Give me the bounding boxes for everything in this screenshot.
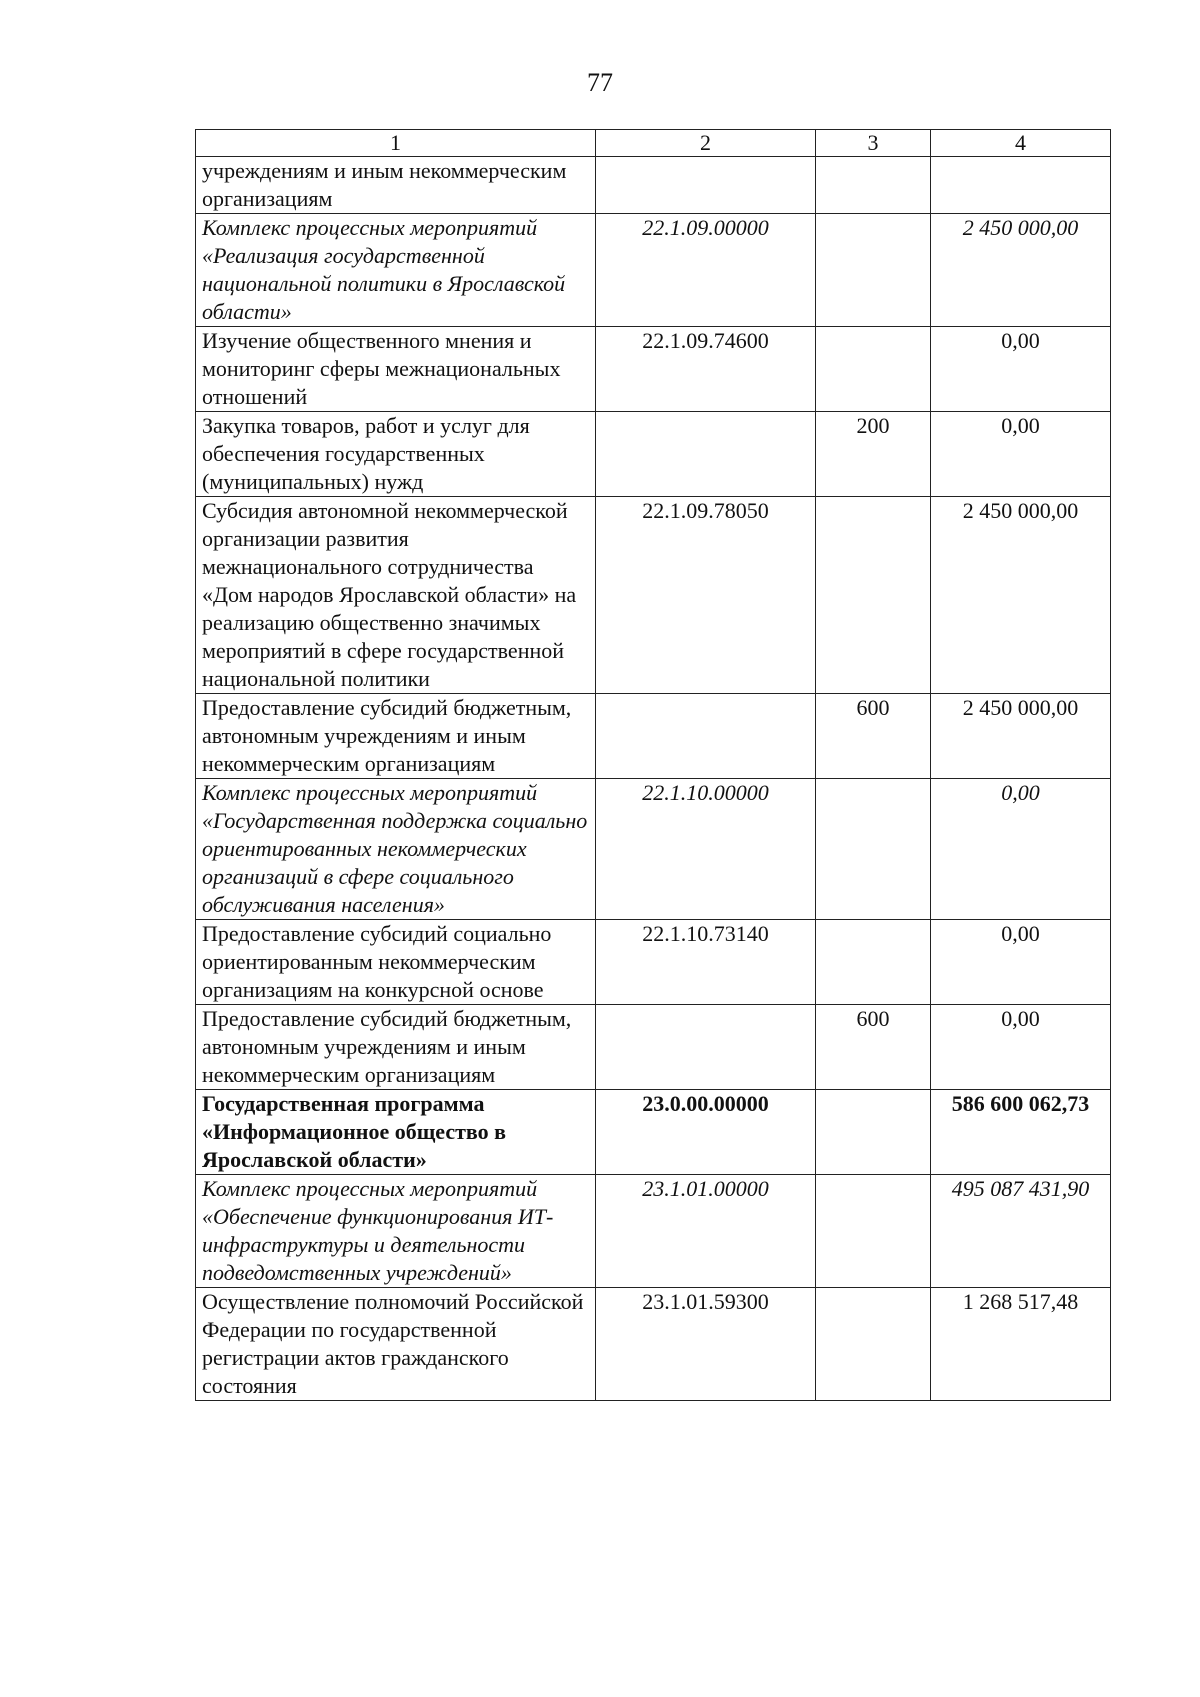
item-code-cell [596,157,816,214]
item-name-cell: учреждениям и иным некоммерческим организациям [196,157,596,214]
table-row [196,1288,1111,1401]
item-name-cell: Осуществление полномочий Российской Федерации по государственной регистрации актов гражданского состояния [196,1288,596,1401]
table-row [196,779,1111,920]
budget-table-body [196,130,1111,1401]
expense-type-cell [816,1288,931,1401]
amount-cell: 586 600 062,73 [931,1090,1111,1175]
amount-cell: 1 268 517,48 [931,1288,1111,1401]
header-cell-2: 2 [596,130,816,157]
item-code-cell: 23.1.01.59300 [596,1288,816,1401]
amount-cell: 0,00 [931,920,1111,1005]
item-code-cell: 23.0.00.00000 [596,1090,816,1175]
item-name-cell: Комплекс процессных мероприятий «Государственная поддержка социально ориентированных некоммерческих организаций в сфере социального обслуживания населения» [196,779,596,920]
item-name-cell: Государственная программа «Информационное общество в Ярославской области» [196,1090,596,1175]
table-row [196,412,1111,497]
amount-cell: 0,00 [931,1005,1111,1090]
expense-type-cell [816,1090,931,1175]
item-code-cell [596,412,816,497]
item-name-cell: Субсидия автономной некоммерческой организации развития межнационального сотрудничества «Дом народов Ярославской области» на реализацию общественно значимых мероприятий в сфере государственной национальной политики [196,497,596,694]
item-code-cell: 22.1.09.74600 [596,327,816,412]
expense-type-cell [816,1175,931,1288]
item-code-cell: 22.1.09.00000 [596,214,816,327]
header-cell-4: 4 [931,130,1111,157]
item-code-cell: 23.1.01.00000 [596,1175,816,1288]
item-code-cell: 22.1.10.73140 [596,920,816,1005]
amount-cell: 2 450 000,00 [931,694,1111,779]
table-row [196,157,1111,214]
amount-cell [931,157,1111,214]
expense-type-cell [816,157,931,214]
item-code-cell: 22.1.10.00000 [596,779,816,920]
item-code-cell [596,694,816,779]
table-row [196,1090,1111,1175]
page-number: 77 [587,68,613,97]
amount-cell: 495 087 431,90 [931,1175,1111,1288]
expense-type-cell: 600 [816,1005,931,1090]
item-name-cell: Предоставление субсидий бюджетным, автономным учреждениям и иным некоммерческим организациям [196,694,596,779]
expense-type-cell [816,920,931,1005]
amount-cell: 2 450 000,00 [931,497,1111,694]
table-row [196,214,1111,327]
table-row [196,920,1111,1005]
expense-type-cell [816,497,931,694]
item-name-cell: Изучение общественного мнения и мониторинг сферы межнациональных отношений [196,327,596,412]
budget-table [195,129,1111,1401]
item-name-cell: Предоставление субсидий бюджетным, автономным учреждениям и иным некоммерческим организациям [196,1005,596,1090]
expense-type-cell [816,214,931,327]
item-code-cell: 22.1.09.78050 [596,497,816,694]
expense-type-cell: 600 [816,694,931,779]
expense-type-cell [816,779,931,920]
header-cell-1: 1 [196,130,596,157]
expense-type-cell: 200 [816,412,931,497]
item-name-cell: Предоставление субсидий социально ориентированным некоммерческим организациям на конкурсной основе [196,920,596,1005]
table-header-row [196,130,1111,157]
item-name-cell: Комплекс процессных мероприятий «Реализация государственной национальной политики в Ярославской области» [196,214,596,327]
item-code-cell [596,1005,816,1090]
table-row [196,497,1111,694]
table-row [196,1175,1111,1288]
amount-cell: 2 450 000,00 [931,214,1111,327]
amount-cell: 0,00 [931,327,1111,412]
amount-cell: 0,00 [931,779,1111,920]
table-row [196,1005,1111,1090]
header-cell-3: 3 [816,130,931,157]
expense-type-cell [816,327,931,412]
table-row [196,694,1111,779]
item-name-cell: Закупка товаров, работ и услуг для обеспечения государственных (муниципальных) нужд [196,412,596,497]
table-row [196,327,1111,412]
item-name-cell: Комплекс процессных мероприятий «Обеспечение функционирования ИТ-инфраструктуры и деятельности подведомственных учреждений» [196,1175,596,1288]
amount-cell: 0,00 [931,412,1111,497]
